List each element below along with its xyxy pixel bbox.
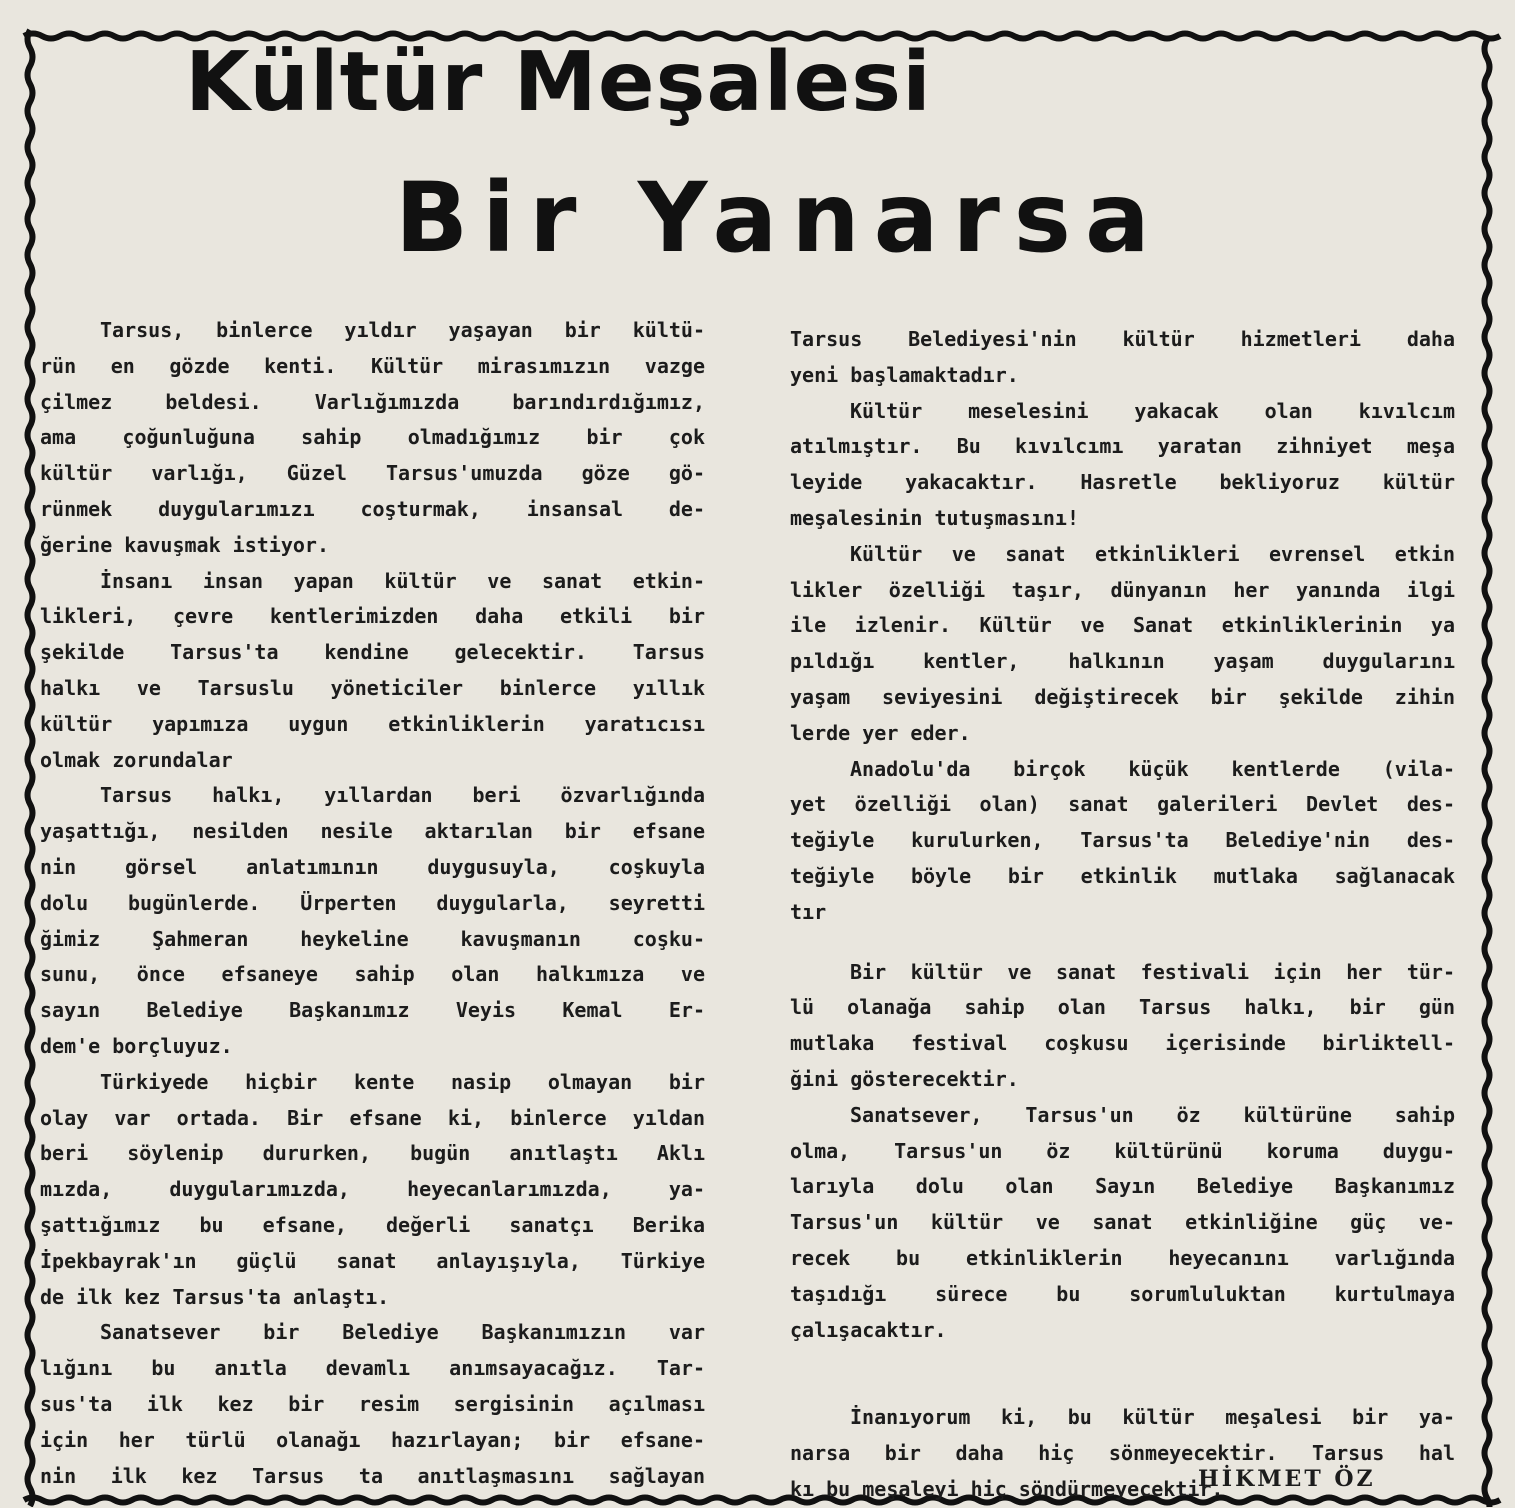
text-line: lerde yer eder. — [790, 720, 971, 745]
text-line: Sanatsever, Tarsus'un öz kültürüne sahip — [850, 1102, 1455, 1127]
text-line: yaşattığı, nesilden nesile aktarılan bir efsane — [40, 819, 705, 844]
text-line: beri söylenip dururken, bugün anıtlaştı Aklı — [40, 1141, 705, 1166]
text-line: mutlaka festival coşkusu içerisinde birliktell- — [790, 1031, 1455, 1056]
text-line: çalışacaktır. — [790, 1317, 947, 1342]
text-line: ama çoğunluğuna sahip olmadığımız bir çok — [40, 425, 705, 450]
text-line: kı bu meşaleyi hiç söndürmeyecektir. — [790, 1476, 1224, 1501]
text-line: nin görsel anlatımının duygusuyla, coşkuyla — [40, 854, 705, 879]
text-line: ile izlenir. Kültür ve Sanat etkinliklerinin ya — [790, 613, 1455, 638]
text-line: lü olanağa sahip olan Tarsus halkı, bir gün — [790, 995, 1455, 1020]
text-line: leyide yakacaktır. Hasretle bekliyoruz kültür — [790, 470, 1455, 495]
text-line: likleri, çevre kentlerimizden daha etkili bir — [40, 604, 705, 629]
text-line: Bir kültür ve sanat festivali için her tür- — [850, 959, 1455, 984]
text-line: Tarsus'un kültür ve sanat etkinliğine güç ve- — [790, 1210, 1455, 1235]
text-line: kültür yapımıza uygun etkinliklerin yaratıcısı — [40, 711, 705, 736]
text-line: olmak zorundalar — [40, 747, 233, 772]
text-line: pıldığı kentler, halkının yaşam duygularını — [790, 649, 1455, 674]
text-line: Anadolu'da birçok küçük kentlerde (vila- — [850, 756, 1455, 781]
headline-line-1: Kültür Meşalesi — [185, 35, 932, 130]
text-line: mızda, duygularımızda, heyecanlarımızda, ya- — [40, 1177, 705, 1202]
text-line: sayın Belediye Başkanımız Veyis Kemal Er- — [40, 998, 705, 1023]
text-line: dem'e borçluyuz. — [40, 1033, 233, 1058]
text-line: İnsanı insan yapan kültür ve sanat etkin- — [100, 568, 705, 593]
left-column — [40, 313, 705, 1494]
text-line: narsa bir daha hiç sönmeyecektir. Tarsus hal — [790, 1441, 1455, 1466]
text-line: sus'ta ilk kez bir resim sergisinin açılması — [40, 1391, 705, 1416]
text-line: atılmıştır. Bu kıvılcımı yaratan zihniyet meşa — [790, 434, 1455, 459]
text-line: olma, Tarsus'un öz kültürünü koruma duygu- — [790, 1138, 1455, 1163]
text-line: likler özelliği taşır, dünyanın her yanında ilgi — [790, 577, 1455, 602]
text-line: dolu bugünlerde. Ürperten duygularla, seyretti — [40, 890, 705, 915]
text-line: meşalesinin tutuşmasını! — [790, 505, 1079, 530]
text-line: larıyla dolu olan Sayın Belediye Başkanımız — [790, 1174, 1455, 1199]
text-line: yeni başlamaktadır. — [790, 362, 1019, 387]
text-line: teğiyle böyle bir etkinlik mutlaka sağlanacak — [790, 863, 1455, 888]
text-line: de ilk kez Tarsus'ta anlaştı. — [40, 1284, 390, 1309]
text-line: Kültür meselesini yakacak olan kıvılcım — [850, 398, 1455, 423]
text-line: ğini gösterecektir. — [790, 1066, 1019, 1091]
text-line: yaşam seviyesini değiştirecek bir şekilde zihin — [790, 684, 1455, 709]
text-line: Tarsus halkı, yıllardan beri özvarlığında — [100, 783, 705, 808]
text-line: teğiyle kurulurken, Tarsus'ta Belediye'nin des- — [790, 828, 1455, 853]
text-line: Türkiyede hiçbir kente nasip olmayan bir — [100, 1069, 705, 1094]
text-line: için her türlü olanağı hazırlayan; bir efsane- — [40, 1427, 705, 1452]
text-line: nin ilk kez Tarsus ta anıtlaşmasını sağlayan — [40, 1463, 705, 1488]
text-line: sunu, önce efsaneye sahip olan halkımıza ve — [40, 962, 705, 987]
text-line: olay var ortada. Bir efsane ki, binlerce yıldan — [40, 1105, 705, 1130]
text-line: rün en gözde kenti. Kültür mirasımızın vazge — [40, 353, 705, 378]
text-line: yet özelliği olan) sanat galerileri Devlet des- — [790, 792, 1455, 817]
text-line: Tarsus Belediyesi'nin kültür hizmetleri daha — [790, 327, 1455, 351]
text-line: rünmek duygularımızı coşturmak, insansal de- — [40, 496, 705, 521]
text-line: şekilde Tarsus'ta kendine gelecektir. Tarsus — [40, 640, 705, 665]
text-line: ğimiz Şahmeran heykeline kavuşmanın coşku- — [40, 926, 705, 951]
text-line: çilmez beldesi. Varlığımızda barındırdığımız, — [40, 389, 705, 414]
text-line: taşıdığı sürece bu sorumluluktan kurtulmaya — [790, 1281, 1455, 1306]
text-line: Tarsus, binlerce yıldır yaşayan bir kültü- — [100, 318, 705, 342]
author-signature: HİKMET ÖZ — [1198, 1466, 1376, 1492]
text-line: İnanıyorum ki, bu kültür meşalesi bir ya- — [850, 1405, 1455, 1430]
text-line: lığını bu anıtla devamlı anımsayacağız. Tar- — [40, 1356, 705, 1381]
text-line: Kültür ve sanat etkinlikleri evrensel etkin — [850, 541, 1455, 566]
text-line: halkı ve Tarsuslu yöneticiler binlerce yıllık — [40, 675, 705, 700]
right-column — [790, 322, 1455, 1508]
text-line: recek bu etkinliklerin heyecanını varlığında — [790, 1245, 1455, 1270]
text-line: tır — [790, 899, 827, 924]
text-line: Sanatsever bir Belediye Başkanımızın var — [100, 1320, 705, 1345]
text-line: kültür varlığı, Güzel Tarsus'umuzda göze gö- — [40, 461, 705, 486]
text-line: İpekbayrak'ın güçlü sanat anlayışıyla, Türkiye — [40, 1248, 705, 1273]
headline-line-2: Bir Yanarsa — [395, 162, 1164, 274]
text-line: şattığımız bu efsane, değerli sanatçı Berika — [40, 1212, 705, 1237]
text-line: ğerine kavuşmak istiyor. — [40, 532, 329, 557]
